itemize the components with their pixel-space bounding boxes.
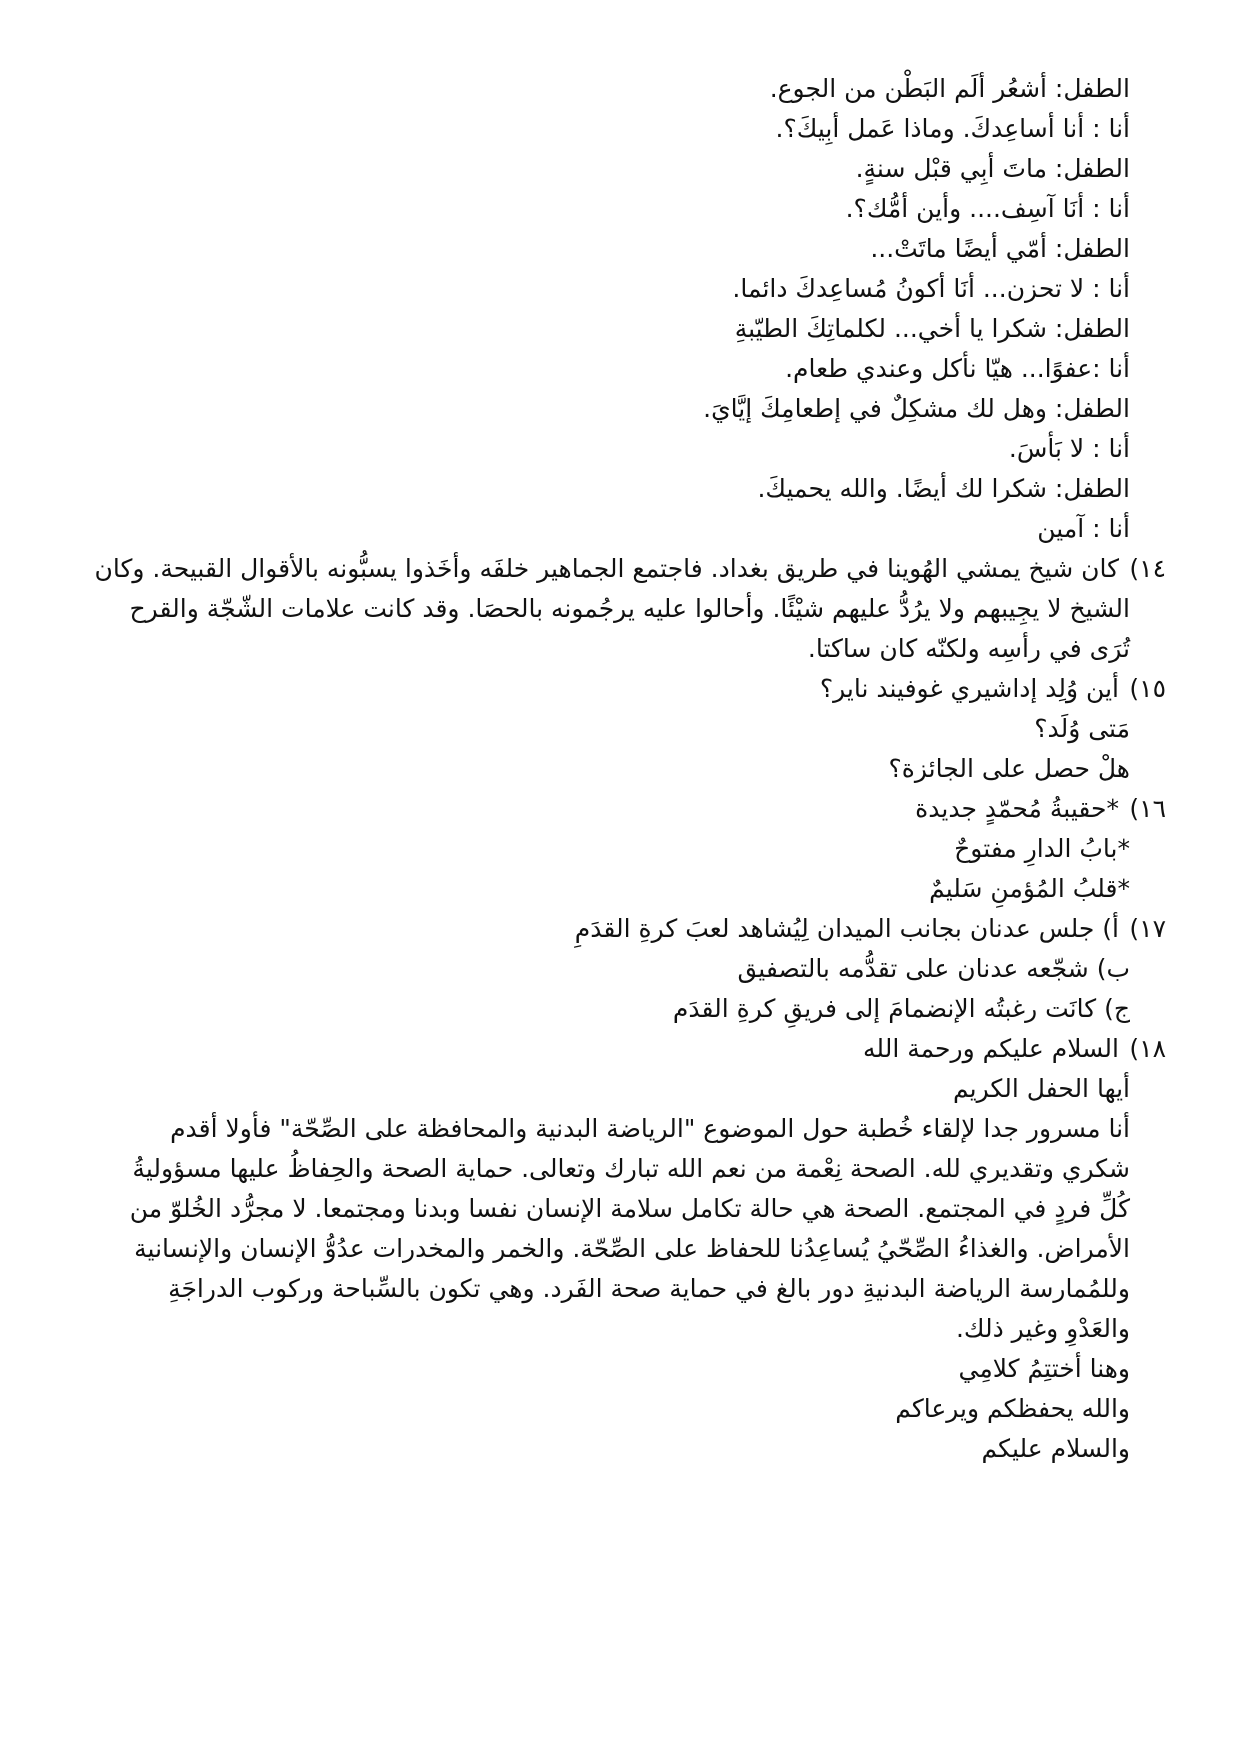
q16-line-1: *حقيبةُ مُحمّدٍ جديدة xyxy=(915,794,1119,823)
speech-paragraph-line: الأمراض. والغذاءُ الصِّحّيُ يُساعِدُنا للحفاظ على الصِّحّة. والخمر والمخدرات عدُوُّ الإنسان والإنسانية xyxy=(134,1234,1130,1263)
dialogue-line: الطفل: شكرا يا أخي... لكلماتِكَ الطيّبةِ xyxy=(734,314,1130,343)
q14-line-1: كان شيخ يمشي الهُوينا في طريق بغداد. فاجتمع الجماهير خلفَه وأخَذوا يسبُّونه بالأقوال القبيحة. وكان xyxy=(94,554,1119,583)
question-number-17: ١٧) xyxy=(1129,914,1166,943)
dialogue-line: الطفل: أشعُر ألَم البَطْن من الجوع. xyxy=(769,74,1130,103)
question-number-15: ١٥) xyxy=(1129,674,1166,703)
dialogue-line: أنا : لا تحزن... أنَا أكونُ مُساعِدكَ دائما. xyxy=(732,274,1130,303)
q17-line-1: أ) جلس عدنان بجانب الميدان لِيُشاهد لعبَ كرةِ القدَمِ xyxy=(574,914,1119,943)
speech-paragraph-line: أنا مسرور جدا لإلقاء خُطبة حول الموضوع "الرياضة البدنية والمحافظة على الصِّحّة" فأولا أقدم xyxy=(170,1114,1130,1143)
q16-line-2: *بابُ الدارِ مفتوحٌ xyxy=(954,834,1130,863)
question-number-16: ١٦) xyxy=(1129,794,1166,823)
dialogue-line: أنا : أنا أساعِدكَ. وماذا عَمل أبِيكَ؟. xyxy=(775,114,1130,143)
question-number-18: ١٨) xyxy=(1129,1034,1166,1063)
dialogue-line: الطفل: شكرا لك أيضًا. والله يحميكَ. xyxy=(757,474,1130,503)
speech-paragraph-line: وللمُمارسة الرياضة البدنيةِ دور بالغ في حماية صحة الفَرد. وهي تكون بالسِّباحة وركوب الدراجَةِ xyxy=(168,1274,1130,1303)
q16-line-3: *قلبُ المُؤمنِ سَليمٌ xyxy=(929,874,1130,903)
speech-paragraph-last: والعَدْوِ وغير ذلك. xyxy=(955,1314,1130,1343)
dialogue-line: الطفل: أمّي أيضًا ماتَتْ... xyxy=(870,234,1130,263)
q14-line-3: تُرَى في رأسِه ولكنّه كان ساكتا. xyxy=(807,634,1130,663)
q15-line-2: مَتى وُلَد؟ xyxy=(1034,714,1130,743)
q15-line-3: هلْ حصل على الجائزة؟ xyxy=(888,754,1130,783)
dialogue-line: أنا : أنَا آسِف.... وأين أمُّك؟. xyxy=(845,194,1130,223)
dialogue-line: أنا :عفوًا... هيّا نأكل وعندي طعام. xyxy=(785,354,1130,383)
q17-line-2: ب) شجّعه عدنان على تقدُّمه بالتصفيق xyxy=(737,954,1130,983)
speech-address: أيها الحفل الكريم xyxy=(953,1074,1130,1103)
speech-paragraph-line: شكري وتقديري لله. الصحة نِعْمة من نعم الله تبارك وتعالى. حماية الصحة والحِفاظُ عليها مسؤوليةُ xyxy=(132,1154,1130,1183)
speech-greeting: السلام عليكم ورحمة الله xyxy=(863,1034,1119,1063)
dialogue-line: أنا : آمين xyxy=(1037,514,1130,543)
q15-line-1: أين وُلِد إداشيري غوفيند ناير؟ xyxy=(819,674,1119,703)
speech-paragraph-line: كُلِّ فردٍ في المجتمع. الصحة هي حالة تكامل سلامة الإنسان نفسا وبدنا ومجتمعا. لا مجرُّد الخُلوّ من xyxy=(129,1194,1130,1223)
q17-line-3: ج) كانَت رغبتُه الإنضمامَ إلى فريقِ كرةِ القدَم xyxy=(672,994,1130,1023)
dialogue-line: الطفل: وهل لك مشكِلٌ في إطعامِكَ إيَّايَ. xyxy=(703,394,1130,423)
dialogue-line: أنا : لا بَأسَ. xyxy=(1008,434,1130,463)
speech-closing-2: والله يحفظكم ويرعاكم xyxy=(895,1394,1130,1423)
speech-closing-1: وهنا أختتِمُ كلامِي xyxy=(958,1354,1130,1383)
question-number-14: ١٤) xyxy=(1129,554,1166,583)
speech-closing-3: والسلام عليكم xyxy=(981,1434,1130,1463)
dialogue-line: الطفل: ماتَ أبِي قبْل سنةٍ. xyxy=(855,154,1130,183)
q14-line-2: الشيخ لا يجِيبهم ولا يرُدُّ عليهم شيْئًا. وأحالوا عليه يرجُمونه بالحصَا. وقد كانت علامات الشّجّة والقرح xyxy=(129,594,1130,623)
